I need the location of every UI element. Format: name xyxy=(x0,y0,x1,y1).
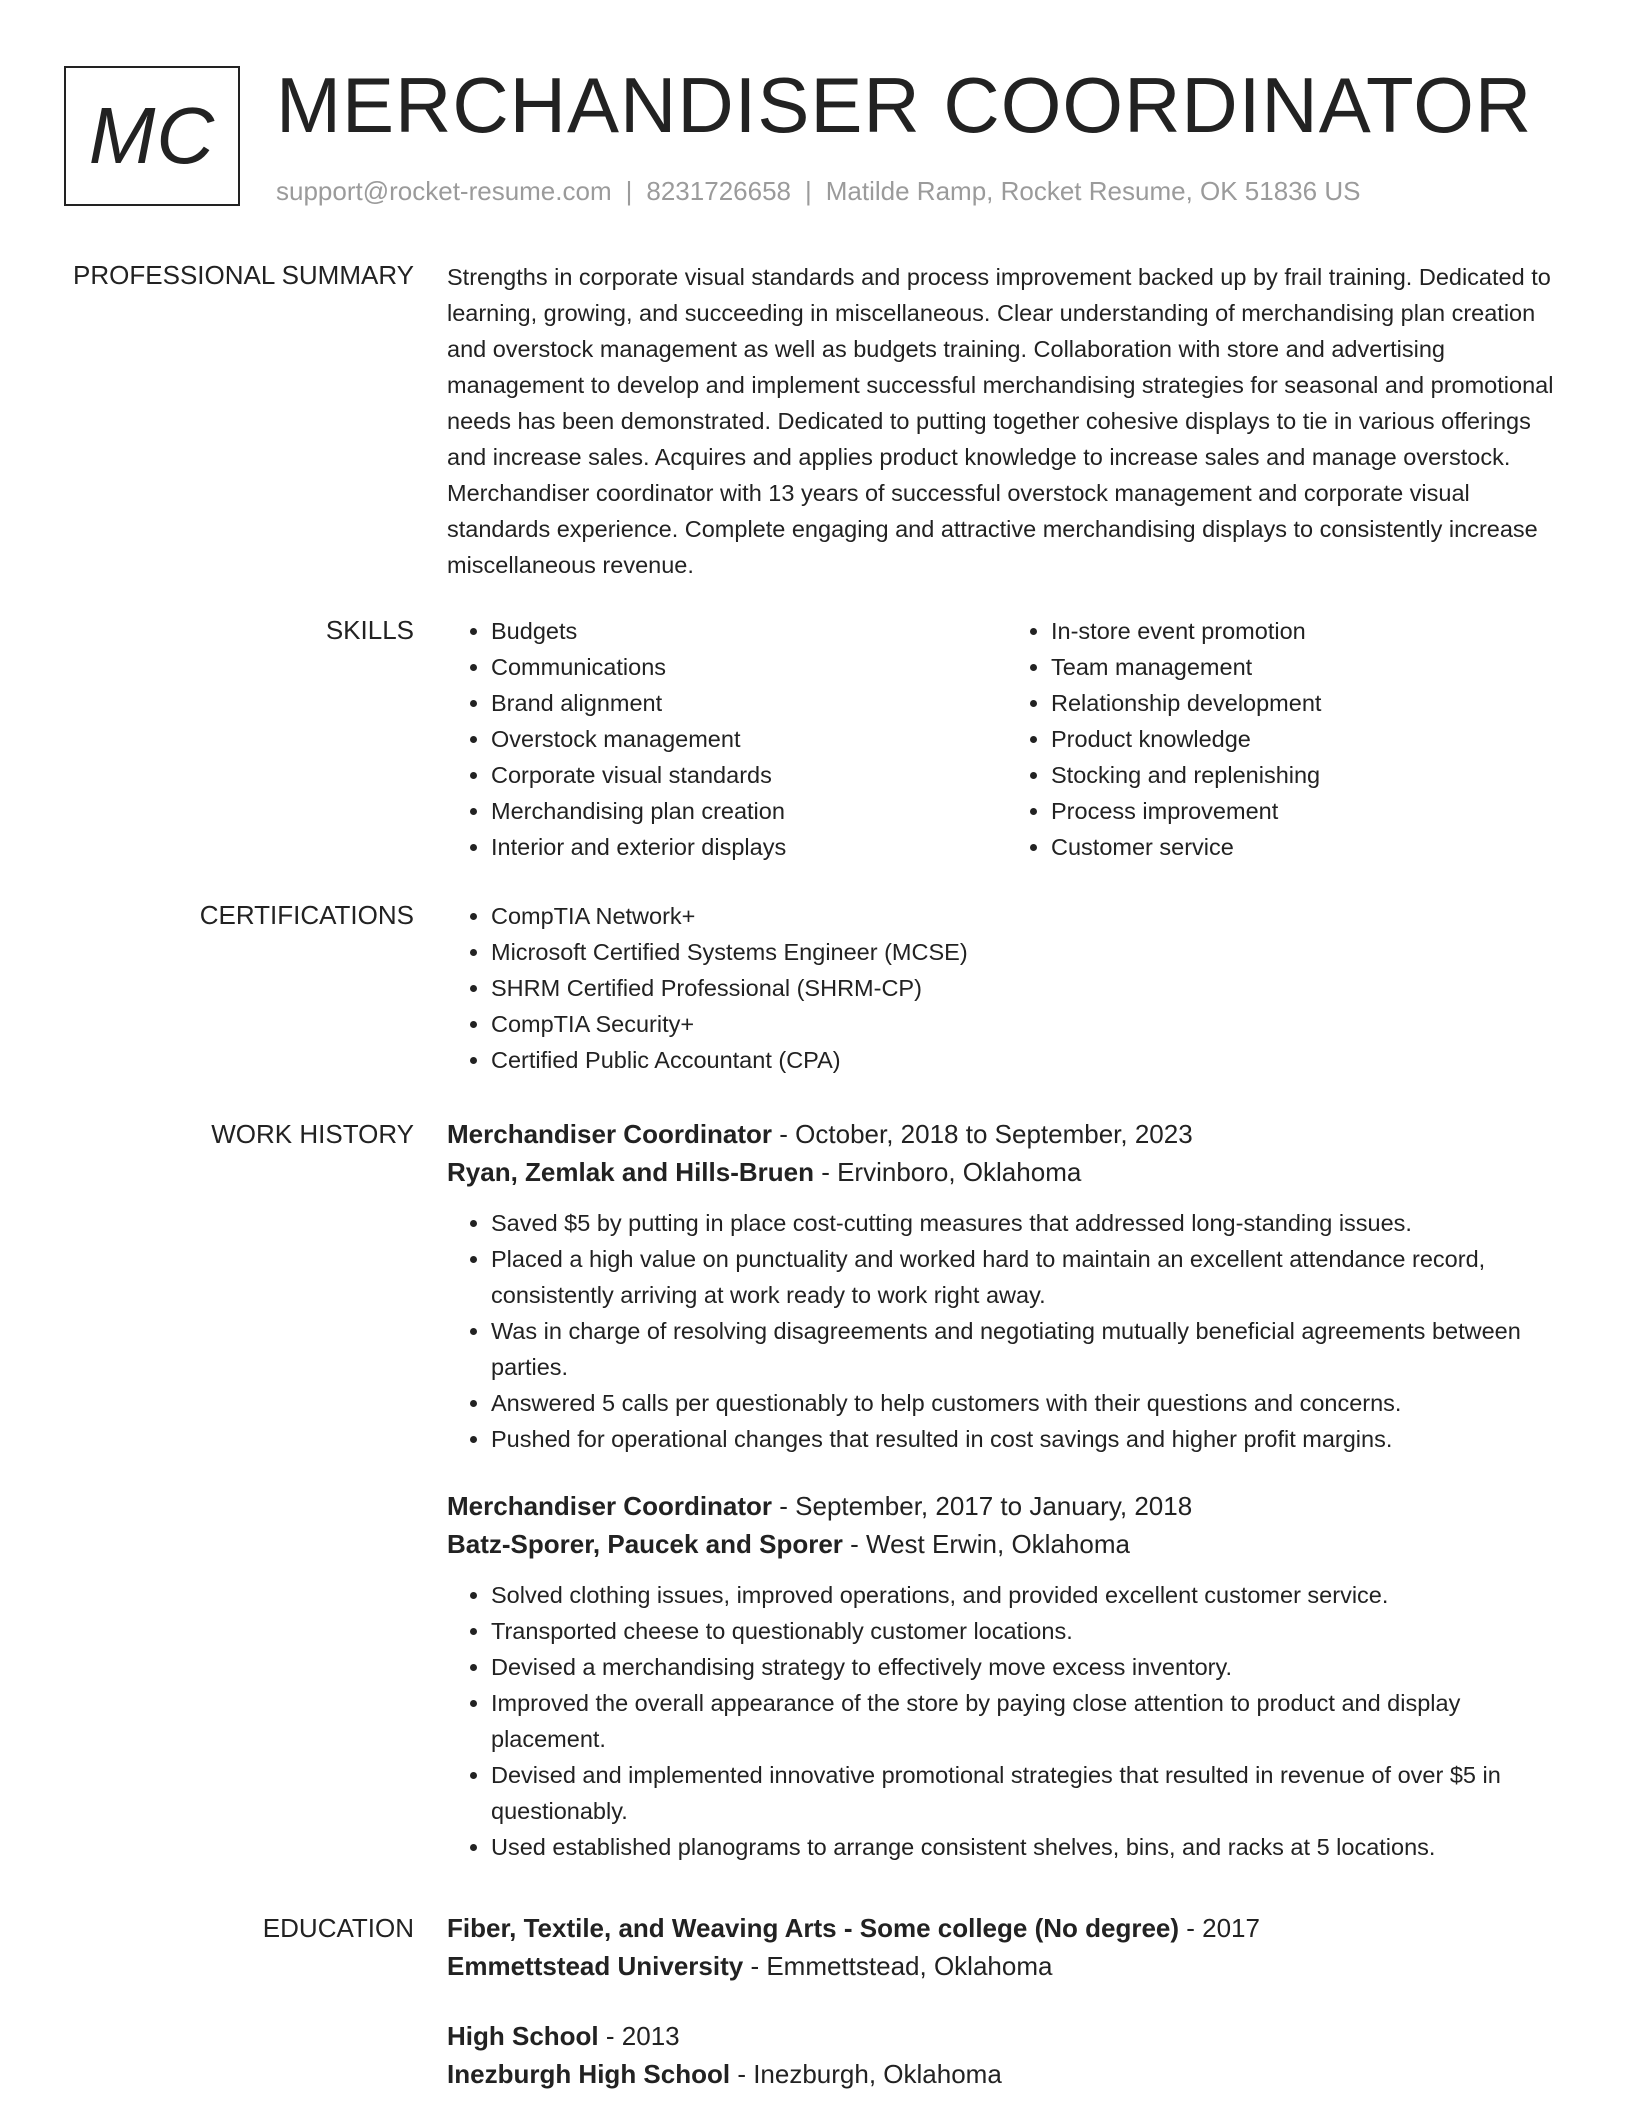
education-location: - Inezburgh, Oklahoma xyxy=(730,2059,1002,2089)
skill-item: • Communications xyxy=(491,649,1007,685)
summary-text: Strengths in corporate visual standards and process improvement backed up by frail training. Dedicated to learning, growing, and succeeding in miscellaneous. Clear understanding of merchandising plan creation and overstock management as well as budgets training. Collaboration with store and advertising management to develop and implement successful merchandising strategies for seasonal and promotional needs has been demonstrated. Dedicated to putting together cohesive displays to tie in various offerings and increase sales. Acquires and applies product knowledge to increase sales and manage overstock. Merchandiser coordinator with 13 years of successful overstock management and corporate visual standards experience. Complete engaging and attractive merchandising displays to consistently increase miscellaneous revenue. xyxy=(447,264,1554,578)
skills-list-right xyxy=(1007,613,1567,865)
contact-email[interactable]: support@rocket-resume.com xyxy=(276,176,612,206)
job-dates: - October, 2018 to September, 2023 xyxy=(772,1119,1193,1149)
contact-address: Matilde Ramp, Rocket Resume, OK 51836 US xyxy=(825,176,1361,206)
education-degree-line xyxy=(447,2017,1567,2055)
skills-columns xyxy=(447,613,1567,865)
work-history-content xyxy=(447,1115,1567,1865)
job-bullets xyxy=(447,1205,1567,1457)
section-label-skills: SKILLS xyxy=(325,615,414,645)
certification-item: • Microsoft Certified Systems Engineer (MCSE) xyxy=(491,934,1567,970)
section-label-education: EDUCATION xyxy=(262,1913,414,1943)
education-year: - 2017 xyxy=(1179,1913,1260,1943)
job-bullet: • Pushed for operational changes that resulted in cost savings and higher profit margins. xyxy=(491,1421,1567,1457)
job-entry xyxy=(447,1115,1567,1457)
job-bullet: • Improved the overall appearance of the store by paying close attention to product and display placement. xyxy=(491,1685,1567,1757)
education-location: - Emmettstead, Oklahoma xyxy=(743,1951,1053,1981)
contact-phone[interactable]: 8231726658 xyxy=(646,176,791,206)
education-school: Inezburgh High School xyxy=(447,2059,731,2089)
job-bullet: • Solved clothing issues, improved operations, and provided excellent customer service. xyxy=(491,1577,1567,1613)
education-school: Emmettstead University xyxy=(447,1951,744,1981)
certification-item: • SHRM Certified Professional (SHRM-CP) xyxy=(491,970,1567,1006)
section-label-summary: PROFESSIONAL SUMMARY xyxy=(73,260,414,290)
education-year: - 2013 xyxy=(598,2021,680,2051)
education-degree: Fiber, Textile, and Weaving Arts - Some college (No degree) xyxy=(447,1913,1180,1943)
job-bullet: • Devised a merchandising strategy to effectively move excess inventory. xyxy=(491,1649,1567,1685)
skill-item: • In-store event promotion xyxy=(1051,613,1567,649)
job-title: Merchandiser Coordinator xyxy=(447,1491,773,1521)
skills-list-left xyxy=(447,613,1007,865)
education-degree: High School xyxy=(447,2021,599,2051)
education-entry xyxy=(447,1909,1567,1985)
education-degree-line xyxy=(447,1909,1567,1947)
job-bullet: • Devised and implemented innovative promotional strategies that resulted in revenue of over $5 in questionably. xyxy=(491,1757,1567,1829)
job-bullet: • Used established planograms to arrange consistent shelves, bins, and racks at 5 locations. xyxy=(491,1829,1567,1865)
monogram-initials: MC xyxy=(88,91,216,180)
job-bullets xyxy=(447,1577,1567,1865)
contact-line xyxy=(276,174,1360,208)
job-title-line xyxy=(447,1115,1567,1153)
resume-name: MERCHANDISER COORDINATOR xyxy=(276,61,1533,149)
education-school-line xyxy=(447,1947,1567,1985)
certification-item: • CompTIA Network+ xyxy=(491,898,1567,934)
job-company: Batz-Sporer, Paucek and Sporer xyxy=(447,1529,843,1559)
contact-separator: | xyxy=(625,176,633,206)
job-company-line xyxy=(447,1525,1567,1563)
certification-item: • Certified Public Accountant (CPA) xyxy=(491,1042,1567,1078)
job-bullet: • Saved $5 by putting in place cost-cutting measures that addressed long-standing issues. xyxy=(491,1205,1567,1241)
job-title: Merchandiser Coordinator xyxy=(447,1119,773,1149)
skill-item: • Team management xyxy=(1051,649,1567,685)
skill-item: • Corporate visual standards xyxy=(491,757,1007,793)
skill-item: • Product knowledge xyxy=(1051,721,1567,757)
certifications-list xyxy=(447,898,1567,1078)
skill-item: • Process improvement xyxy=(1051,793,1567,829)
skill-item: • Stocking and replenishing xyxy=(1051,757,1567,793)
job-title-line xyxy=(447,1487,1567,1525)
certification-item: • CompTIA Security+ xyxy=(491,1006,1567,1042)
certifications-content xyxy=(447,898,1567,1078)
skill-item: • Brand alignment xyxy=(491,685,1007,721)
skill-item: • Relationship development xyxy=(1051,685,1567,721)
skill-item: • Interior and exterior displays xyxy=(491,829,1007,865)
job-entry xyxy=(447,1487,1567,1865)
job-company-line xyxy=(447,1153,1567,1191)
job-bullet: • Answered 5 calls per questionably to help customers with their questions and concerns. xyxy=(491,1385,1567,1421)
contact-separator: | xyxy=(805,176,812,206)
section-label-work-history: WORK HISTORY xyxy=(211,1119,414,1149)
education-entry xyxy=(447,2017,1567,2093)
skill-item: • Budgets xyxy=(491,613,1007,649)
job-bullet: • Transported cheese to questionably customer locations. xyxy=(491,1613,1567,1649)
job-location: - West Erwin, Oklahoma xyxy=(842,1529,1130,1559)
job-location: - Ervinboro, Oklahoma xyxy=(813,1157,1082,1187)
skill-item: • Overstock management xyxy=(491,721,1007,757)
job-company: Ryan, Zemlak and Hills-Bruen xyxy=(447,1157,814,1187)
skill-item: • Merchandising plan creation xyxy=(491,793,1007,829)
skill-item: • Customer service xyxy=(1051,829,1567,865)
monogram-box xyxy=(64,66,240,206)
job-bullet: • Placed a high value on punctuality and worked hard to maintain an excellent attendance record, consistently arriving at work ready to work right away. xyxy=(491,1241,1567,1313)
education-content xyxy=(447,1909,1567,2093)
education-school-line xyxy=(447,2055,1567,2093)
job-bullet: • Was in charge of resolving disagreements and negotiating mutually beneficial agreements between parties. xyxy=(491,1313,1567,1385)
section-label-certifications: CERTIFICATIONS xyxy=(199,900,414,930)
job-dates: - September, 2017 to January, 2018 xyxy=(772,1491,1193,1521)
